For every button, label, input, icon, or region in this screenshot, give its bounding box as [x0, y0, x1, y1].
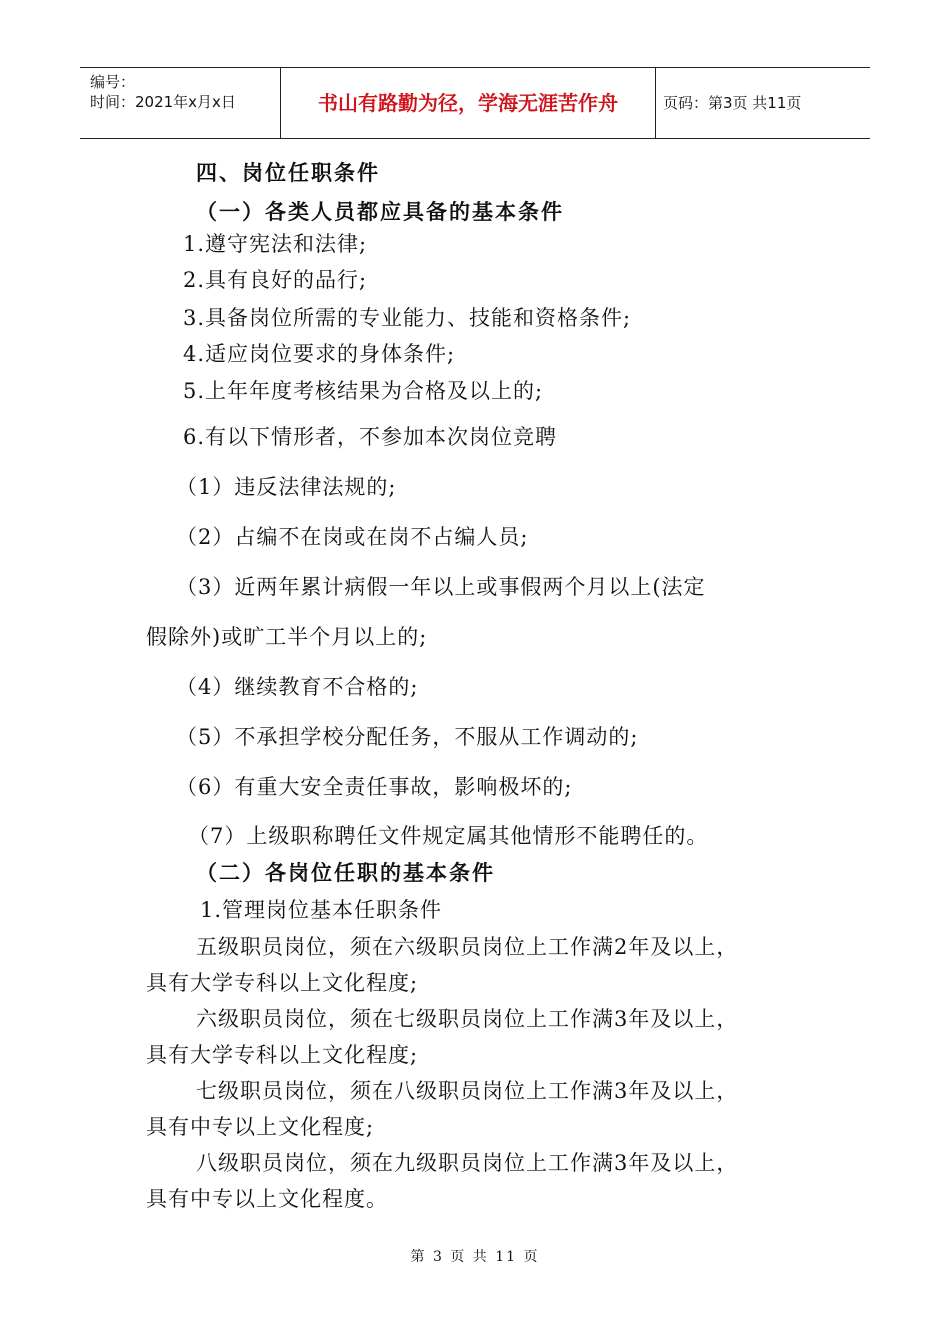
paragraph: 5.上年年度考核结果为合格及以上的;: [183, 379, 544, 403]
paragraph: 七级职员岗位，须在八级职员岗位上工作满3年及以上，: [196, 1079, 739, 1103]
paragraph: 1.管理岗位基本任职条件: [200, 898, 443, 922]
paragraph: 五级职员岗位，须在六级职员岗位上工作满2年及以上，: [196, 935, 739, 959]
paragraph-continuation: 具有中专以上文化程度;: [146, 1115, 375, 1139]
paragraph: 1.遵守宪法和法律;: [183, 232, 368, 256]
section-heading: 四、岗位任职条件: [196, 161, 380, 185]
list-item: （2）占编不在岗或在岗不占编人员;: [176, 525, 529, 549]
page-footer: 第 3 页 共 11 页: [410, 1249, 540, 1265]
paragraph-continuation: 具有中专以上文化程度。: [146, 1187, 388, 1211]
header-page-info: 页码：第3页 共11页: [663, 94, 802, 112]
list-item: （3）近两年累计病假一年以上或事假两个月以上(法定: [176, 575, 706, 599]
paragraph: 4.适应岗位要求的身体条件;: [183, 342, 456, 366]
list-item: （4）继续教育不合格的;: [176, 675, 419, 699]
list-item: （6）有重大安全责任事故，影响极坏的;: [176, 775, 573, 799]
header-motto: 书山有路勤为径，学海无涯苦作舟: [318, 91, 618, 115]
document-date: 时间：2021年x月x日: [90, 93, 236, 111]
paragraph: 3.具备岗位所需的专业能力、技能和资格条件;: [183, 306, 632, 330]
paragraph-continuation: 具有大学专科以上文化程度;: [146, 971, 419, 995]
subsection-heading: （一）各类人员都应具备的基本条件: [196, 200, 564, 224]
paragraph: 六级职员岗位，须在七级职员岗位上工作满3年及以上，: [196, 1007, 739, 1031]
list-item: （1）违反法律法规的;: [176, 475, 397, 499]
header-meta: [80, 68, 280, 138]
header-divider: [280, 68, 281, 138]
paragraph: 2.具有良好的品行;: [183, 268, 368, 292]
list-item: （5）不承担学校分配任务，不服从工作调动的;: [176, 725, 639, 749]
page-header: [80, 67, 870, 139]
document-code-label: 编号：: [90, 73, 136, 91]
paragraph: 6.有以下情形者，不参加本次岗位竞聘: [183, 425, 558, 449]
list-item: （7）上级职称聘任文件规定属其他情形不能聘任的。: [188, 824, 709, 848]
paragraph: 八级职员岗位，须在九级职员岗位上工作满3年及以上，: [196, 1151, 739, 1175]
paragraph-continuation: 具有大学专科以上文化程度;: [146, 1043, 419, 1067]
list-item-continuation: 假除外)或旷工半个月以上的;: [146, 625, 428, 649]
subsection-heading: （二）各岗位任职的基本条件: [196, 861, 495, 885]
header-divider: [655, 68, 656, 138]
